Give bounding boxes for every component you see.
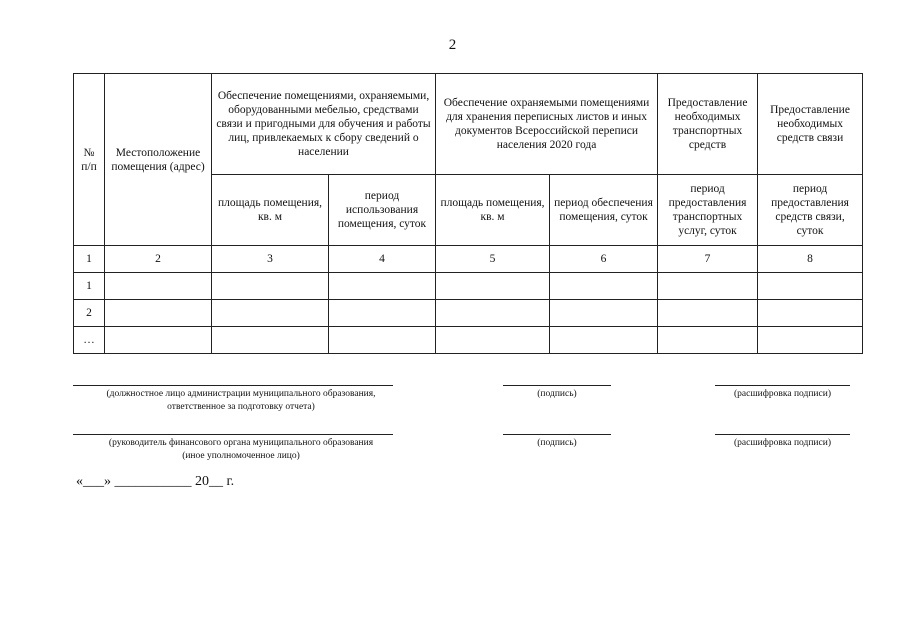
table-cell — [758, 327, 863, 354]
table-cell — [658, 273, 758, 300]
head-signature-line — [73, 434, 393, 435]
table-cell — [550, 273, 658, 300]
column-number: 8 — [758, 246, 863, 273]
column-number: 3 — [212, 246, 329, 273]
table-cell — [758, 273, 863, 300]
table-cell — [436, 327, 550, 354]
table-row — [74, 327, 863, 354]
table-cell — [550, 327, 658, 354]
header-area-2: площадь помещения, кв. м — [436, 175, 550, 246]
column-number: 4 — [329, 246, 436, 273]
head-signature-caption: (подпись) — [537, 438, 577, 448]
table-cell — [658, 327, 758, 354]
page-number: 2 — [448, 37, 457, 53]
header-premises-group: Обеспечение помещениями, охраняемыми, оборудованными мебелью, средствами связи и пригодными для обучения и работы лиц, привлекаемых к сбору сведений о населении — [212, 74, 436, 175]
table-cell — [758, 300, 863, 327]
column-number: 6 — [550, 246, 658, 273]
official-signature-line — [73, 385, 393, 386]
table-row — [74, 273, 863, 300]
table-cell — [436, 300, 550, 327]
head-sign-line — [503, 434, 611, 435]
header-period-provision: период обеспечения помещения, суток — [550, 175, 658, 246]
table-cell — [212, 327, 329, 354]
row-number: 1 — [74, 273, 105, 300]
column-number: 2 — [105, 246, 212, 273]
header-location: Местоположение помещения (адрес) — [105, 74, 212, 246]
header-storage-group: Обеспечение охраняемыми помещениями для хранения переписных листов и иных документов Всероссийской переписи населения 2020 года — [436, 74, 658, 175]
table-cell — [658, 300, 758, 327]
table-cell — [105, 300, 212, 327]
row-number: … — [74, 327, 105, 354]
header-number: № п/п — [74, 74, 105, 246]
official-sign-line — [503, 385, 611, 386]
column-number: 5 — [436, 246, 550, 273]
row-number: 2 — [74, 300, 105, 327]
header-transport-period: период предоставления транспортных услуг, суток — [658, 175, 758, 246]
header-area-1: площадь помещения, кв. м — [212, 175, 329, 246]
header-transport-group: Предоставление необходимых транспортных средств — [658, 74, 758, 175]
table-cell — [329, 327, 436, 354]
report-table — [73, 73, 863, 354]
header-comms-period: период предоставления средств связи, суток — [758, 175, 863, 246]
table-row — [74, 300, 863, 327]
header-period-use: период использования помещения, суток — [329, 175, 436, 246]
date-line: «___» ___________ 20__ г. — [76, 474, 235, 489]
column-number: 1 — [74, 246, 105, 273]
table-cell — [212, 273, 329, 300]
head-caption: (руководитель финансового органа муниципального образования (иное уполномоченное лицо) — [108, 438, 374, 461]
table-cell — [329, 300, 436, 327]
table-cell — [105, 273, 212, 300]
table-cell — [550, 300, 658, 327]
table-cell — [436, 273, 550, 300]
head-decoding-caption: (расшифровка подписи) — [734, 438, 831, 448]
official-caption: (должностное лицо администрации муниципального образования, ответственное за подготовку отчета) — [106, 389, 376, 412]
head-decoding-line — [715, 434, 850, 435]
column-number-row — [74, 246, 863, 273]
official-decoding-caption: (расшифровка подписи) — [734, 389, 831, 399]
table-cell — [212, 300, 329, 327]
official-decoding-line — [715, 385, 850, 386]
table-cell — [105, 327, 212, 354]
official-signature-caption: (подпись) — [537, 389, 577, 399]
table-cell — [329, 273, 436, 300]
header-comms-group: Предоставление необходимых средств связи — [758, 74, 863, 175]
column-number: 7 — [658, 246, 758, 273]
